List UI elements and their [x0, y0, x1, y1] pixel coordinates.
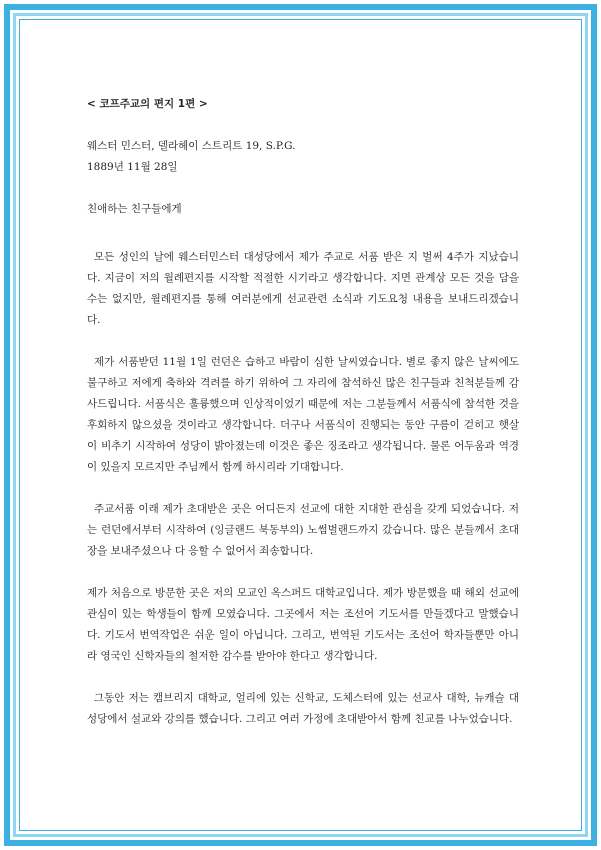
paragraph: 제가 서품받던 11월 1일 런던은 습하고 바람이 심한 날씨였습니다. 별로 좋지 않은 날씨에도 불구하고 저에게 축하와 격려를 하기 위하여 그 자리에 참석하신 많은 친구들과 친척분들께 감사드립니다. 서품식은 훌륭했으며 인상적이었기 때문에 저는 그분들께서 서품식에 참석한 것을 후회하지 않으셨을 것이라고 생각합니다. 더구나 서품식이 진행되는 동안 구름이 걷히고 햇살이 비추기 시작하여 성당이 밝아졌는데 이것은 좋은 징조라고 생각됩니다. 물론 어두움과 역경이 있을지 모르지만 주님께서 함께 하시리라 기대합니다.	[87, 356, 519, 473]
paragraph: 주교서품 이래 제가 초대받은 곳은 어디든지 선교에 대한 지대한 관심을 갖게 되었습니다. 저는 런던에서부터 시작하여 (잉글랜드 북동부의) 노썸벌랜드까지 갔습니다. 많은 분들께서 초대장을 보내주셨으나 다 응할 수 없어서 죄송합니다.	[87, 503, 519, 557]
letter-body	[87, 94, 519, 730]
paragraph: 제가 처음으로 방문한 곳은 저의 모교인 옥스퍼드 대학교입니다. 제가 방문했을 때 해외 선교에 관심이 있는 학생들이 함께 모였습니다. 그곳에서 저는 조선어 기도서를 만들겠다고 말했습니다. 기도서 번역작업은 쉬운 일이 아닙니다. 그리고, 번역된 기도서는 조선어 학자들뿐만 아니라 영국인 신학자들의 철저한 감수를 받아야 한다고 생각합니다.	[87, 587, 519, 662]
letter-header	[87, 136, 519, 178]
letter-date: 1889년 11월 28일	[87, 161, 178, 173]
paragraph: 모든 성인의 날에 웨스터민스터 대성당에서 제가 주교로 서품 받은 지 벌써 4주가 지났습니다. 지금이 저의 월례편지를 시작할 적절한 시기라고 생각합니다. 지면 관계상 모든 것을 담을 수는 없지만, 월례편지를 통해 여러분에게 선교관련 소식과 기도요청 내용을 보내드리겠습니다.	[87, 251, 519, 326]
letter-greeting: 친애하는 친구들에게	[87, 203, 182, 215]
letter-title: < 코프주교의 편지 1편 >	[87, 98, 208, 110]
letter-location: 웨스터 민스터, 델라헤이 스트리트 19, S.P.G.	[87, 140, 296, 152]
paragraph: 그동안 저는 캠브리지 대학교, 얼리에 있는 신학교, 도체스터에 있는 선교사 대학, 뉴캐슬 대성당에서 설교와 강의를 했습니다. 그리고 여러 가정에 초대받아서 함께 친교를 나누었습니다.	[87, 692, 519, 725]
